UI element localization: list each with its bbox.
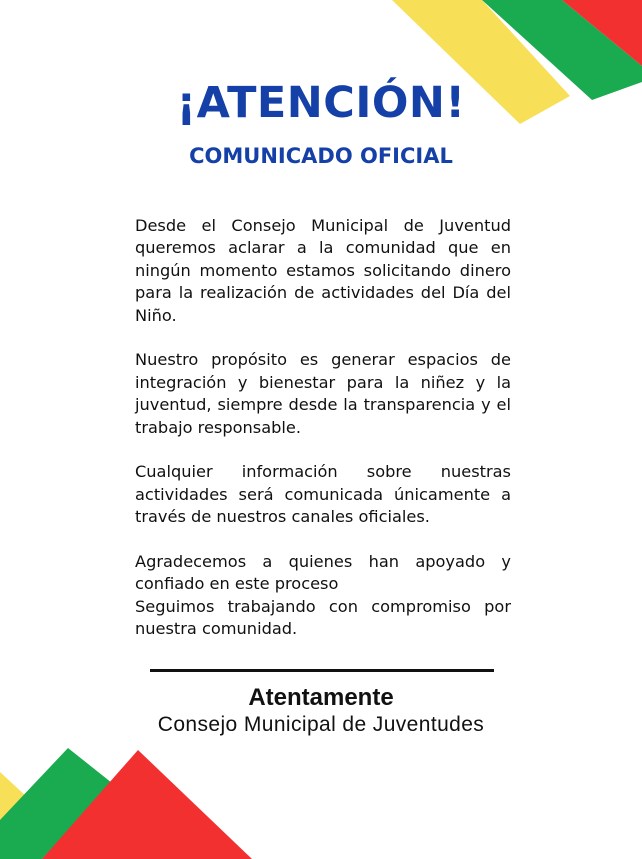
announcement-body bbox=[135, 215, 511, 641]
page-title: ¡ATENCIÓN! bbox=[176, 78, 466, 128]
signature-divider bbox=[150, 669, 494, 672]
signature-closing: Atentamente bbox=[248, 684, 394, 711]
body-paragraph-4 bbox=[135, 551, 511, 641]
page-subtitle: COMUNICADO OFICIAL bbox=[189, 144, 453, 168]
signature-organization: Consejo Municipal de Juventudes bbox=[157, 713, 485, 736]
body-paragraph-2: Nuestro propósito es generar espacios de integración y bienestar para la niñez y la juventud, siempre desde la transparencia y el trabajo responsable. bbox=[135, 350, 511, 437]
body-paragraph-4-line-1: Agradecemos a quienes han apoyado y confiado en este proceso bbox=[135, 552, 511, 594]
body-paragraph-1: Desde el Consejo Municipal de Juventud queremos aclarar a la comunidad que en ningún momento estamos solicitando dinero para la realización de actividades del Día del Niño. bbox=[135, 216, 511, 325]
body-paragraph-4-line-2: Seguimos trabajando con compromiso por nuestra comunidad. bbox=[135, 596, 511, 639]
body-paragraph-3: Cualquier información sobre nuestras actividades será comunicada únicamente a través de nuestros canales oficiales. bbox=[135, 462, 511, 527]
